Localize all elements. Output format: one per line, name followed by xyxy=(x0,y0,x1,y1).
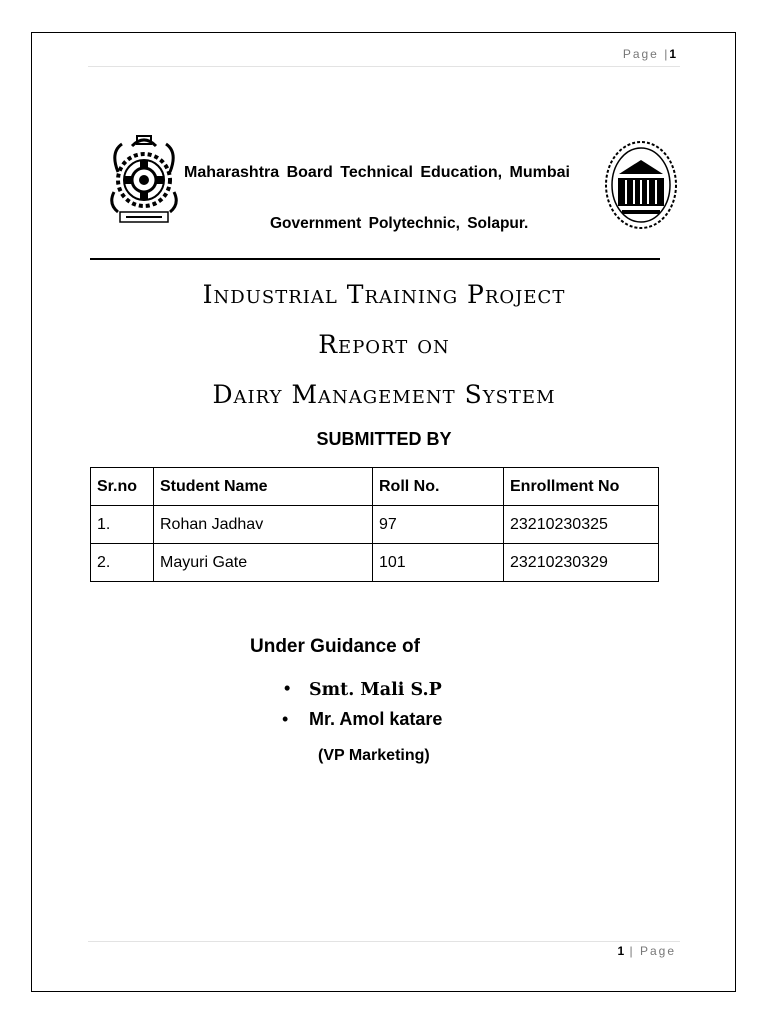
footer-rule xyxy=(88,941,680,942)
cell-roll-no: 101 xyxy=(373,544,504,582)
footer-page-word: Page xyxy=(639,944,676,958)
title-divider xyxy=(90,258,660,260)
cell-enrollment-no: 23210230329 xyxy=(504,544,659,582)
gp-solapur-logo xyxy=(604,140,678,230)
cell-srno: 1. xyxy=(91,506,154,544)
header-page-word: Page xyxy=(622,47,659,61)
table-row xyxy=(91,506,659,544)
footer-page-number: 1 | Page xyxy=(617,944,676,958)
guide-item: • Smt. Mali S.P xyxy=(282,676,442,705)
cell-roll-no: 97 xyxy=(373,506,504,544)
header-enrollment-no: Enrollment No xyxy=(504,468,659,506)
college-name: Government Polytechnic, Solapur. xyxy=(270,215,529,232)
header-page-num: 1 xyxy=(669,47,676,61)
guide-designation: (VP Marketing) xyxy=(318,747,430,764)
footer-page-num: 1 xyxy=(617,944,625,958)
students-table xyxy=(90,467,659,582)
guides-list xyxy=(282,676,442,734)
cell-srno: 2. xyxy=(91,544,154,582)
table-row xyxy=(91,544,659,582)
header-roll-no: Roll No. xyxy=(373,468,504,506)
board-name: Maharashtra Board Technical Education, Mumbai xyxy=(184,164,570,181)
guide-item: • Mr. Amol katare xyxy=(282,705,442,734)
msbte-seal-logo xyxy=(104,132,184,224)
header-student-name: Student Name xyxy=(154,468,373,506)
report-title-line-3: Dairy Management System xyxy=(212,380,556,409)
report-title-line-2: Report on xyxy=(318,330,450,359)
guidance-heading: Under Guidance of xyxy=(250,636,420,657)
header-rule xyxy=(88,66,680,67)
header-srno: Sr.no xyxy=(91,468,154,506)
table-header-row xyxy=(91,468,659,506)
report-title-line-1: Industrial Training Project xyxy=(202,280,566,309)
header-page-number: Page |1 xyxy=(622,47,676,61)
submitted-by-heading: SUBMITTED BY xyxy=(316,429,452,449)
cell-student-name: Mayuri Gate xyxy=(154,544,373,582)
cell-student-name: Rohan Jadhav xyxy=(154,506,373,544)
cell-enrollment-no: 23210230325 xyxy=(504,506,659,544)
